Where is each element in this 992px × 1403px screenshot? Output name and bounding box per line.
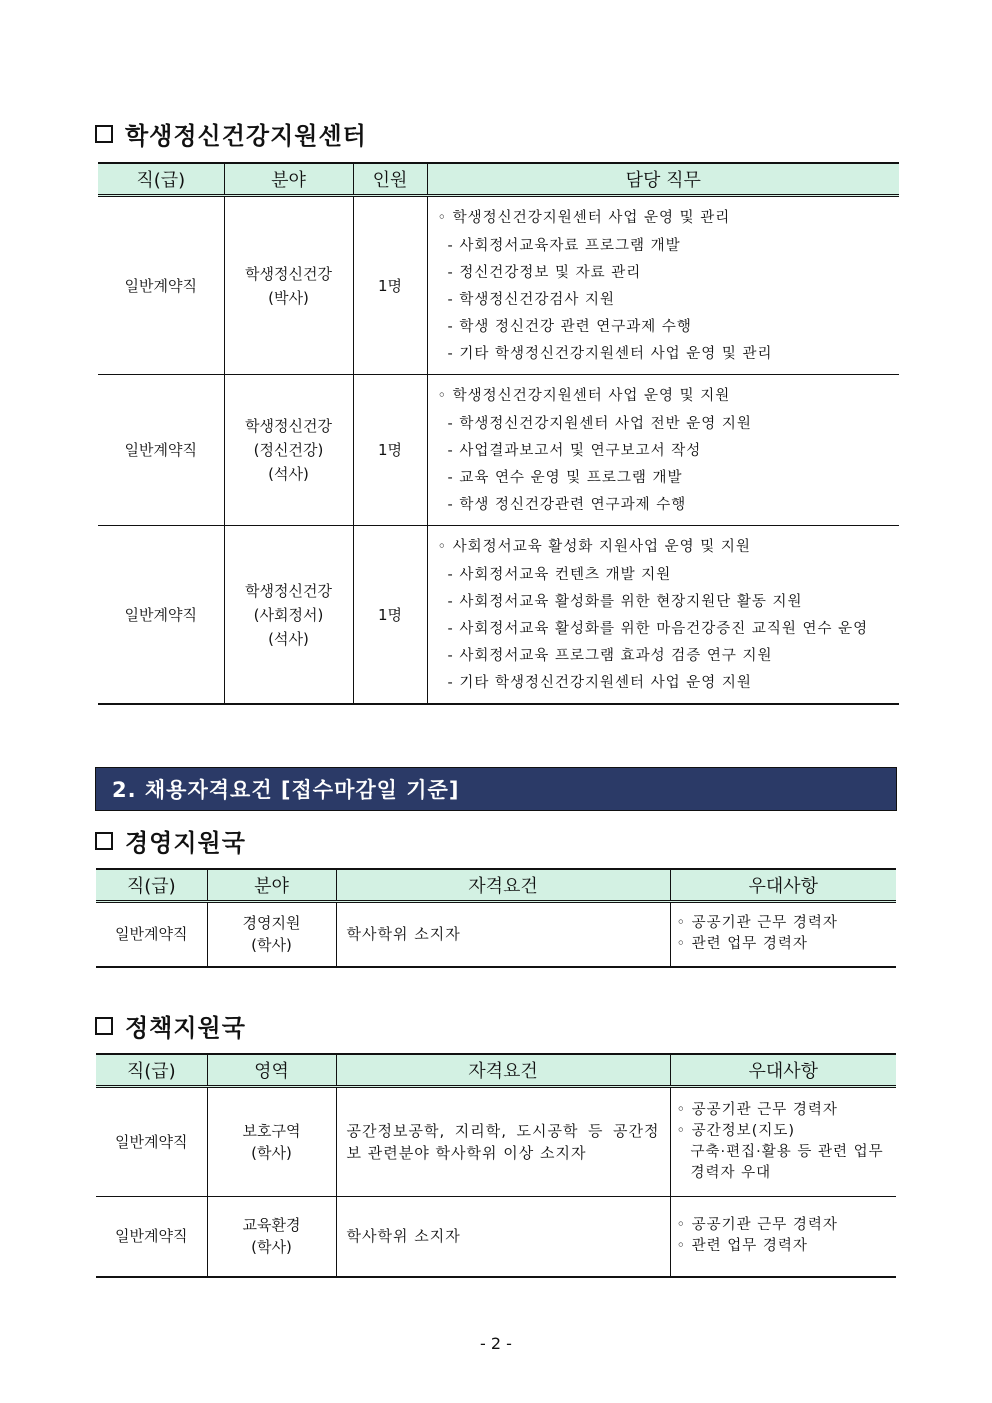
duty-cell [427, 196, 899, 375]
field-cell [224, 375, 353, 526]
table-row [96, 1197, 896, 1277]
checkbox-square-icon [95, 125, 113, 143]
checkbox-square-icon [95, 832, 113, 850]
duty-sub: - 기타 학생정신건강지원센터 사업 운영 및 관리 [447, 346, 773, 362]
section-title-mental-health [95, 116, 367, 151]
section-title-management [95, 823, 246, 858]
field-cell [207, 1087, 336, 1197]
duty-cell [427, 526, 899, 705]
duty-sub: - 학생 정신건강관련 연구과제 수행 [447, 497, 687, 513]
preference-cell [670, 1197, 896, 1277]
qualification-cell: 학사학위 소지자 [336, 1197, 670, 1277]
header-preference: 우대사항 [670, 1054, 896, 1087]
qualification-cell: 학사학위 소지자 [336, 902, 670, 967]
field-line: 학생정신건강 [245, 417, 332, 435]
preference-item-detail: 구축·편집·활용 등 관련 업무 경력자 우대 [690, 1144, 884, 1181]
header-qualification: 자격요건 [336, 1054, 670, 1087]
checkbox-square-icon [95, 1017, 113, 1035]
table-row [98, 526, 899, 705]
header-preference: 우대사항 [670, 869, 896, 902]
preference-item: ◦ 공간정보(지도) [676, 1123, 796, 1139]
field-line: (정신건강) [253, 441, 324, 459]
duty-sub: - 사회정서교육 컨텐츠 개발 지원 [447, 567, 672, 583]
duty-sub: - 사업결과보고서 및 연구보고서 작성 [447, 443, 702, 459]
field-line: (석사) [268, 629, 309, 648]
preference-item: ◦ 관련 업무 경력자 [676, 1238, 808, 1255]
field-line: (박사) [268, 288, 309, 307]
field-line: (학사) [251, 936, 292, 955]
header-rank: 직(급) [98, 163, 224, 196]
rank-cell: 일반계약직 [115, 925, 188, 944]
count-cell: 1명 [353, 526, 427, 705]
duty-main: ◦ 학생정신건강지원센터 사업 운영 및 지원 [437, 388, 731, 404]
field-line: 보호구역 [242, 1122, 301, 1140]
preference-item: ◦ 공공기관 근무 경력자 [676, 915, 838, 932]
count-cell: 1명 [353, 196, 427, 375]
policy-qualification-table [96, 1053, 896, 1278]
preference-item: ◦ 공공기관 근무 경력자 [676, 1217, 838, 1234]
field-cell [224, 196, 353, 375]
qualification-banner: 2. 채용자격요건 [접수마감일 기준] [95, 767, 897, 811]
header-field: 분야 [207, 869, 336, 902]
field-cell [207, 902, 336, 967]
table-row [98, 196, 899, 375]
management-qualification-table [96, 868, 896, 968]
duty-sub: - 기타 학생정신건강지원센터 사업 운영 지원 [447, 675, 752, 691]
header-duty: 담당 직무 [427, 163, 899, 196]
field-line: 학생정신건강 [245, 264, 332, 283]
section-title-text: 학생정신건강지원센터 [125, 121, 367, 150]
header-count: 인원 [353, 163, 427, 196]
field-line: (석사) [268, 465, 309, 483]
duty-cell [427, 375, 899, 526]
duty-sub: - 정신건강정보 및 자료 관리 [447, 265, 642, 281]
section-title-policy [95, 1008, 246, 1043]
duty-sub: - 학생 정신건강 관련 연구과제 수행 [447, 319, 692, 335]
duty-sub: - 학생정신건강지원센터 사업 전반 운영 지원 [447, 416, 752, 432]
preference-cell [670, 902, 896, 967]
preference-item: ◦ 관련 업무 경력자 [676, 936, 808, 953]
header-field: 분야 [224, 163, 353, 196]
field-line: (학사) [251, 1144, 292, 1162]
duty-main: ◦ 학생정신건강지원센터 사업 운영 및 관리 [437, 210, 731, 226]
section-title-text: 경영지원국 [125, 828, 246, 857]
header-rank: 직(급) [96, 1054, 207, 1087]
rank-cell: 일반계약직 [124, 276, 197, 295]
header-area: 영역 [207, 1054, 336, 1087]
header-rank: 직(급) [96, 869, 207, 902]
field-cell [224, 526, 353, 705]
field-line: (사회정서) [253, 605, 324, 624]
duty-sub: - 학생정신건강검사 지원 [447, 292, 616, 308]
field-line: 교육환경 [242, 1216, 301, 1235]
mental-health-duty-table [98, 162, 899, 705]
field-cell [207, 1197, 336, 1277]
field-line: 경영지원 [242, 914, 301, 933]
rank-cell: 일반계약직 [98, 375, 224, 526]
duty-main: ◦ 사회정서교육 활성화 지원사업 운영 및 지원 [437, 539, 751, 555]
preference-item: ◦ 공공기관 근무 경력자 [676, 1102, 838, 1118]
header-qualification: 자격요건 [336, 869, 670, 902]
duty-sub: - 사회정서교육 활성화를 위한 현장지원단 활동 지원 [447, 594, 803, 610]
table-row [98, 375, 899, 526]
duty-sub: - 사회정서교육 프로그램 효과성 검증 연구 지원 [447, 648, 773, 664]
duty-sub: - 사회정서교육자료 프로그램 개발 [447, 238, 681, 254]
table-row [96, 1087, 896, 1197]
preference-cell [670, 1087, 896, 1197]
duty-sub: - 교육 연수 운영 및 프로그램 개발 [447, 470, 683, 486]
table-row [96, 902, 896, 967]
field-line: 학생정신건강 [245, 581, 332, 600]
rank-cell: 일반계약직 [115, 1133, 188, 1151]
rank-cell: 일반계약직 [96, 1197, 207, 1277]
page-number: - 2 - [480, 1334, 512, 1353]
rank-cell: 일반계약직 [98, 526, 224, 705]
duty-sub: - 사회정서교육 활성화를 위한 마음건강증진 교직원 연수 운영 [447, 621, 869, 637]
section-title-text: 정책지원국 [125, 1013, 246, 1042]
qualification-cell: 공간정보공학, 지리학, 도시공학 등 공간정보 관련분야 학사학위 이상 소지자 [336, 1087, 670, 1197]
count-cell: 1명 [353, 375, 427, 526]
field-line: (학사) [251, 1238, 292, 1257]
